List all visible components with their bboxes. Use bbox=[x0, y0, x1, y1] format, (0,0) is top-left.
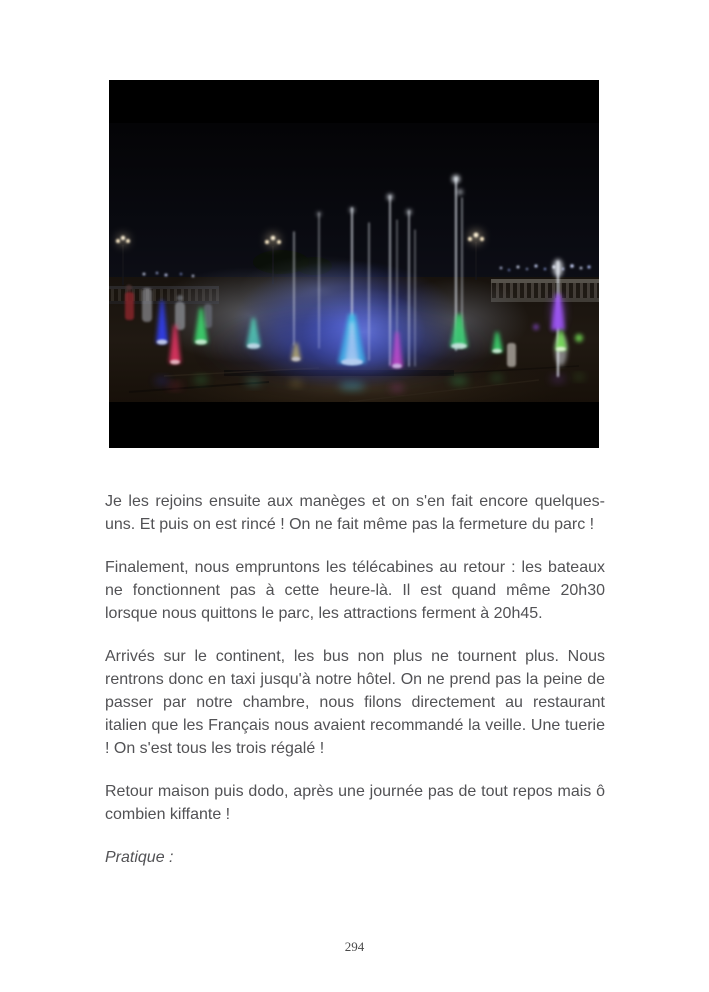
paragraph: Arrivés sur le continent, les bus non plus ne tournent plus. Nous rentrons donc en taxi jusqu'à notre hôtel. On ne prend pas la peine de passer par notre chambre, nous filons directement au restaurant italien que les Français nous avaient recommandé la veille. Une tuerie ! On s'est tous les trois régalé ! bbox=[105, 648, 605, 757]
fountain-photo bbox=[109, 80, 599, 448]
article-body bbox=[105, 490, 605, 889]
paragraph: Retour maison puis dodo, après une journée pas de tout repos mais ô combien kiffante ! bbox=[105, 783, 605, 823]
fountain-photo-illustration bbox=[109, 80, 599, 448]
paragraph: Je les rejoins ensuite aux manèges et on s'en fait encore quelques-uns. Et puis on est rincé ! On ne fait même pas la fermeture du parc ! bbox=[105, 493, 605, 533]
page-number: 294 bbox=[344, 939, 365, 954]
letterbox-top bbox=[109, 80, 599, 123]
small-purple-light bbox=[533, 324, 538, 329]
basin-glow bbox=[199, 310, 499, 386]
paragraph-pratique-heading: Pratique : bbox=[105, 849, 174, 866]
paragraph: Finalement, nous empruntons les télécabines au retour : les bateaux ne fonctionnent pas à cette heure-là. Il est quand même 20h30 lorsque nous quittons le parc, les attractions ferment à 20h45. bbox=[105, 559, 605, 622]
letterbox-bottom bbox=[109, 402, 599, 448]
